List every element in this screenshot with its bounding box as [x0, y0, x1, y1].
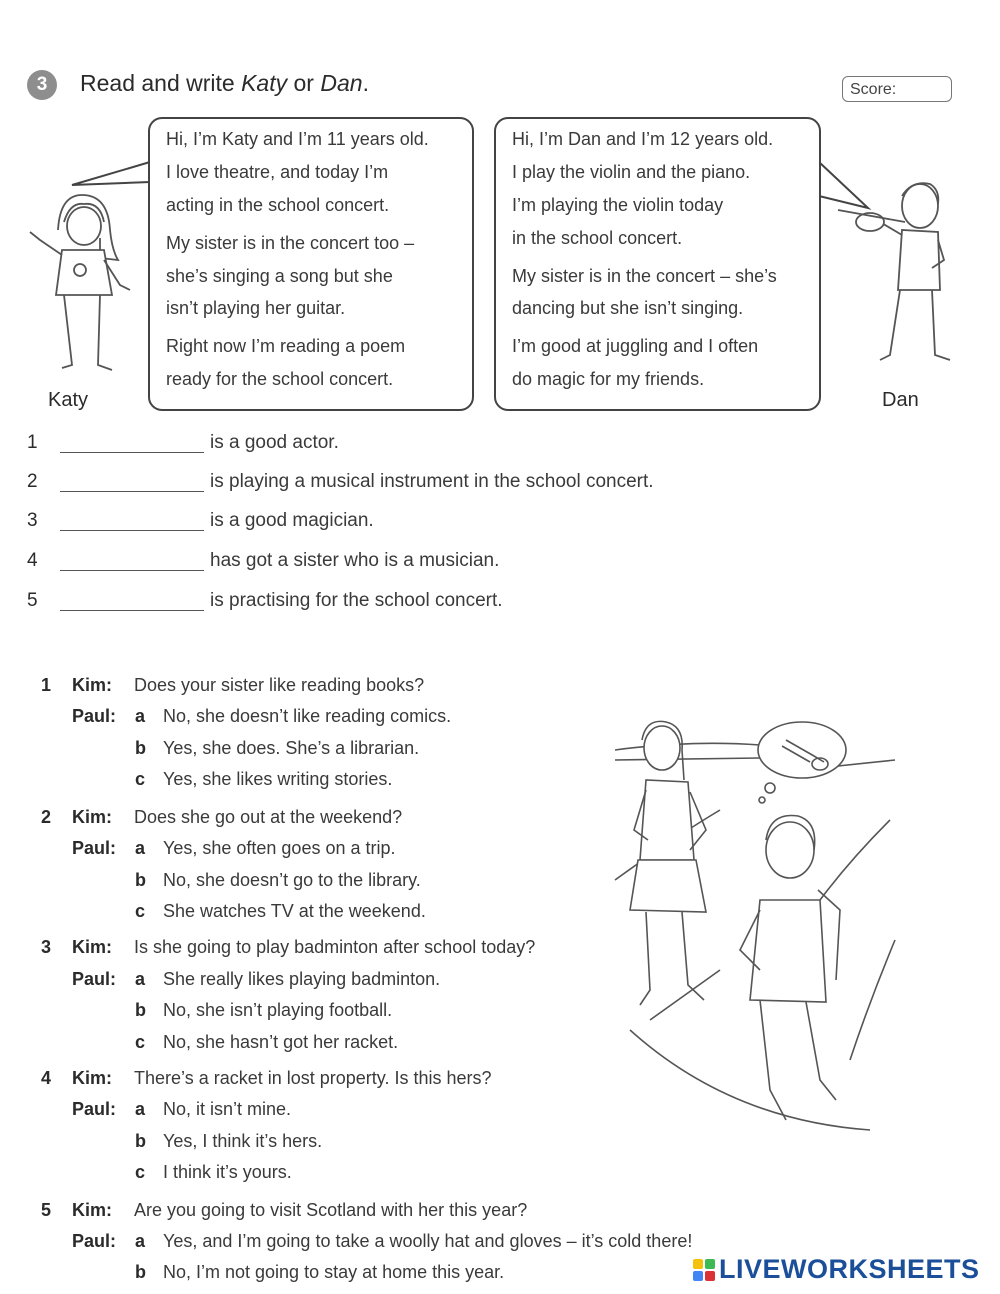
- option-letter-1a[interactable]: a: [135, 706, 146, 726]
- paul-label-2: Paul:: [72, 838, 117, 858]
- kim-question-2: Does she go out at the weekend?: [134, 807, 403, 827]
- question-text-1: is a good actor.: [210, 432, 339, 453]
- title-name-dan: Dan: [320, 70, 363, 96]
- option-letter-5b[interactable]: b: [135, 1262, 146, 1282]
- dialogue-number-5: 5: [41, 1200, 52, 1220]
- katy-bubble-tail: [72, 162, 150, 185]
- option-letter-4b[interactable]: b: [135, 1131, 146, 1151]
- paul-label-5: Paul:: [72, 1231, 117, 1251]
- option-text-3c[interactable]: No, she hasn’t got her racket.: [163, 1032, 399, 1052]
- option-text-1c[interactable]: Yes, she likes writing stories.: [163, 769, 393, 789]
- title-text-pre: Read and write: [80, 70, 242, 96]
- answer-blank-3[interactable]: [60, 530, 204, 531]
- katy-line-2: I love theatre, and today I’m: [166, 162, 389, 182]
- dialogue-number-1: 1: [41, 675, 52, 695]
- dan-line-4: in the school concert.: [512, 228, 683, 248]
- katy-line-7: Right now I’m reading a poem: [166, 336, 406, 356]
- dialogue-number-3: 3: [41, 937, 52, 957]
- question-text-4: has got a sister who is a musician.: [210, 550, 500, 571]
- dan-speech-bubble: [494, 117, 821, 411]
- option-letter-3b[interactable]: b: [135, 1000, 146, 1020]
- dan-line-1: Hi, I’m Dan and I’m 12 years old.: [512, 129, 774, 149]
- dan-line-6: dancing but she isn’t singing.: [512, 298, 744, 318]
- option-text-2a[interactable]: Yes, she often goes on a trip.: [163, 838, 396, 858]
- dan-line-2: I play the violin and the piano.: [512, 162, 751, 182]
- katy-line-4: My sister is in the concert too –: [166, 233, 415, 253]
- question-text-2: is playing a musical instrument in the school concert.: [210, 471, 654, 492]
- dialogue-number-2: 2: [41, 807, 52, 827]
- question-text-5: is practising for the school concert.: [210, 590, 503, 611]
- option-text-3a[interactable]: She really likes playing badminton.: [163, 969, 441, 989]
- dialogue-number-4: 4: [41, 1068, 52, 1088]
- logo-grid-icon: [693, 1259, 715, 1281]
- kim-question-5: Are you going to visit Scotland with her this year?: [134, 1200, 528, 1220]
- option-letter-1c[interactable]: c: [135, 769, 146, 789]
- kim-question-4: There’s a racket in lost property. Is this hers?: [134, 1068, 492, 1088]
- option-letter-2a[interactable]: a: [135, 838, 146, 858]
- option-letter-4a[interactable]: a: [135, 1099, 146, 1119]
- katy-line-6: isn’t playing her guitar.: [166, 298, 346, 318]
- kim-question-3: Is she going to play badminton after school today?: [134, 937, 536, 957]
- option-text-5b[interactable]: No, I’m not going to stay at home this year.: [163, 1262, 505, 1282]
- option-text-4c[interactable]: I think it’s yours.: [163, 1162, 292, 1182]
- question-number-2: 2: [27, 471, 38, 492]
- question-number-3: 3: [27, 510, 38, 531]
- exercise-title: [80, 70, 369, 97]
- katy-speech-bubble: [148, 117, 474, 411]
- option-letter-2c[interactable]: c: [135, 901, 146, 921]
- katy-figure: [30, 195, 130, 370]
- option-letter-3a[interactable]: a: [135, 969, 146, 989]
- paul-label-1: Paul:: [72, 706, 117, 726]
- children-walking-illustration: [610, 700, 900, 1140]
- question-number-1: 1: [27, 432, 38, 453]
- option-letter-2b[interactable]: b: [135, 870, 146, 890]
- character-label-dan: Dan: [882, 389, 919, 411]
- paul-label-3: Paul:: [72, 969, 117, 989]
- exercise-number-badge: 3: [27, 70, 57, 100]
- question-text-3: is a good magician.: [210, 510, 374, 531]
- dan-bubble-tail: [819, 162, 868, 208]
- option-text-2b[interactable]: No, she doesn’t go to the library.: [163, 870, 421, 890]
- question-number-4: 4: [27, 550, 38, 571]
- character-label-katy: Katy: [48, 389, 89, 411]
- option-text-1b[interactable]: Yes, she does. She’s a librarian.: [163, 738, 420, 758]
- paul-label-4: Paul:: [72, 1099, 117, 1119]
- answer-blank-1[interactable]: [60, 452, 204, 453]
- option-text-4a[interactable]: No, it isn’t mine.: [163, 1099, 292, 1119]
- answer-blank-2[interactable]: [60, 491, 204, 492]
- dan-line-5: My sister is in the concert – she’s: [512, 266, 777, 286]
- answer-blank-4[interactable]: [60, 570, 204, 571]
- title-text-mid: or: [287, 70, 321, 96]
- liveworksheets-logo: [693, 1254, 980, 1285]
- option-text-3b[interactable]: No, she isn’t playing football.: [163, 1000, 393, 1020]
- kim-label-4: Kim:: [72, 1068, 112, 1088]
- option-text-1a[interactable]: No, she doesn’t like reading comics.: [163, 706, 452, 726]
- option-letter-4c[interactable]: c: [135, 1162, 146, 1182]
- katy-line-3: acting in the school concert.: [166, 195, 390, 215]
- option-text-4b[interactable]: Yes, I think it’s hers.: [163, 1131, 323, 1151]
- katy-line-8: ready for the school concert.: [166, 369, 394, 389]
- title-name-katy: Katy: [241, 70, 288, 96]
- option-text-5a[interactable]: Yes, and I’m going to take a woolly hat and gloves – it’s cold there!: [163, 1231, 693, 1251]
- kim-question-1: Does your sister like reading books?: [134, 675, 425, 695]
- dan-line-7: I’m good at juggling and I often: [512, 336, 759, 356]
- option-letter-3c[interactable]: c: [135, 1032, 146, 1052]
- katy-line-1: Hi, I’m Katy and I’m 11 years old.: [166, 129, 429, 149]
- kim-label-3: Kim:: [72, 937, 112, 957]
- logo-text: LIVEWORKSHEETS: [719, 1254, 980, 1284]
- answer-blank-5[interactable]: [60, 610, 204, 611]
- kim-label-1: Kim:: [72, 675, 112, 695]
- option-letter-5a[interactable]: a: [135, 1231, 146, 1251]
- title-text-post: .: [362, 70, 369, 96]
- kim-label-2: Kim:: [72, 807, 112, 827]
- dan-line-3: I’m playing the violin today: [512, 195, 724, 215]
- option-text-2c[interactable]: She watches TV at the weekend.: [163, 901, 426, 921]
- question-number-5: 5: [27, 590, 38, 611]
- kim-label-5: Kim:: [72, 1200, 112, 1220]
- dan-line-8: do magic for my friends.: [512, 369, 705, 389]
- score-box[interactable]: Score:: [842, 76, 952, 102]
- dan-figure: [838, 183, 950, 360]
- option-letter-1b[interactable]: b: [135, 738, 146, 758]
- katy-line-5: she’s singing a song but she: [166, 266, 393, 286]
